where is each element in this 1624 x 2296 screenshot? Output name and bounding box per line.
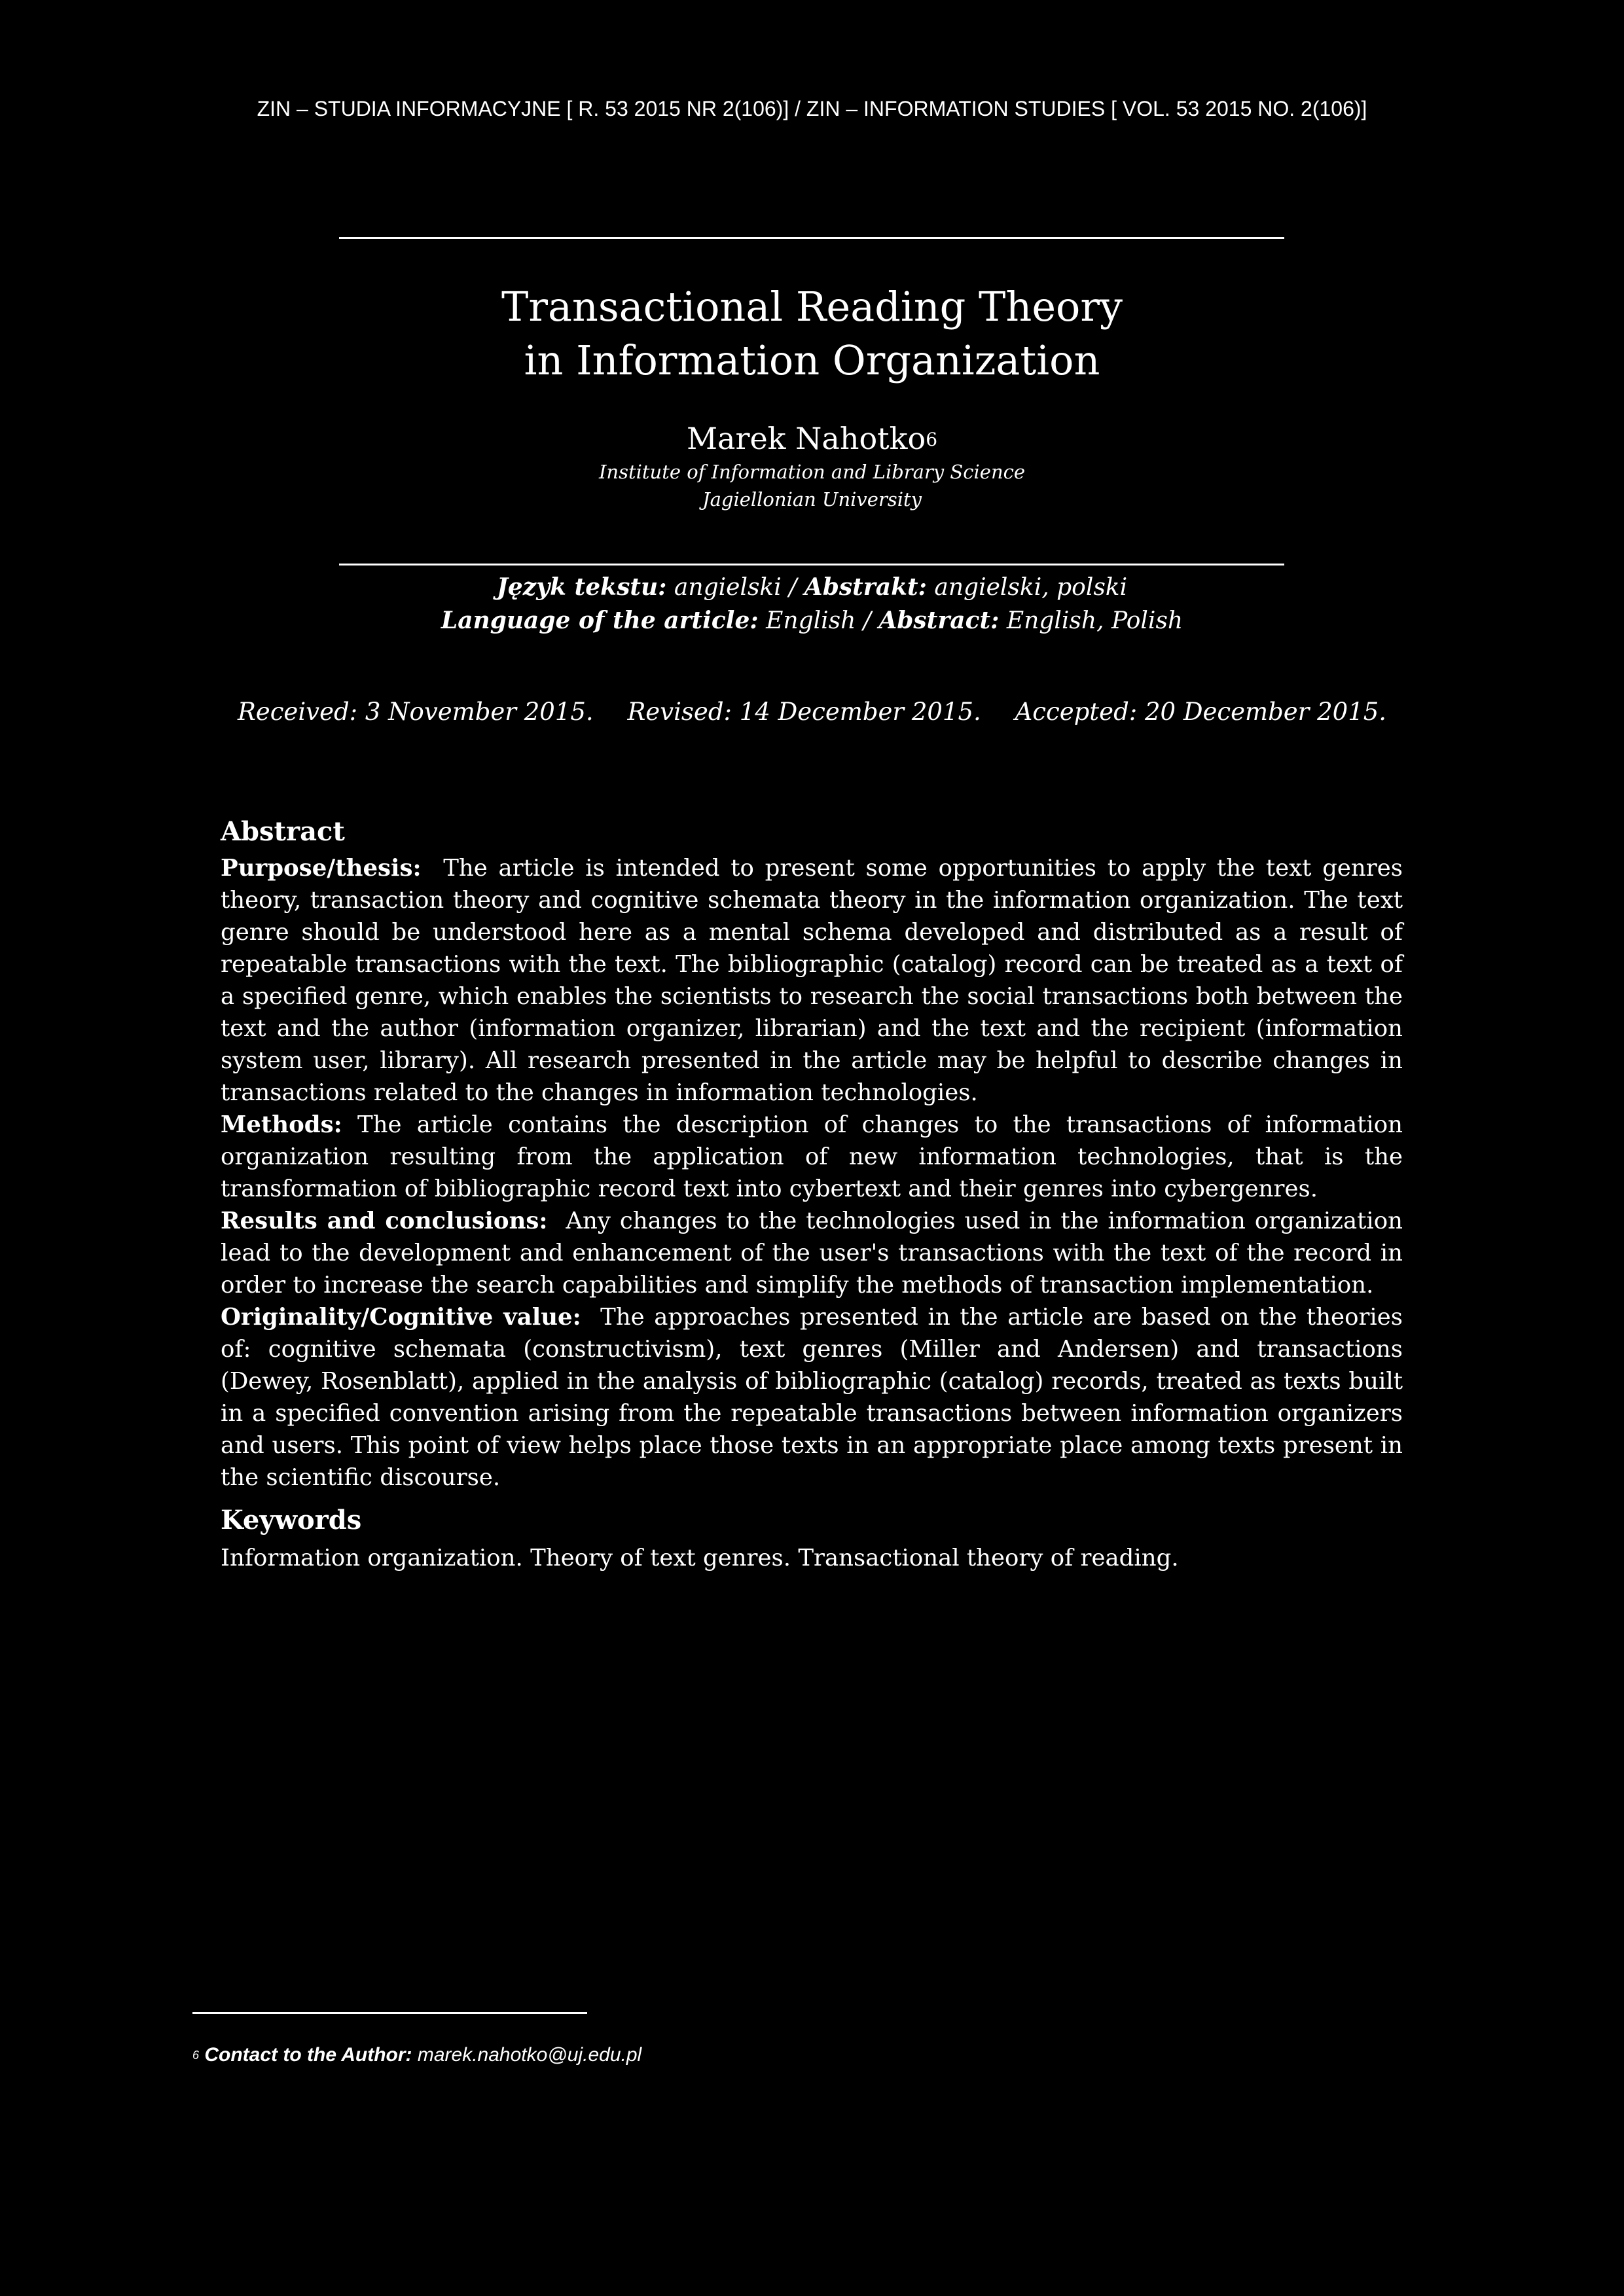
language-english <box>0 604 1624 637</box>
abstract-heading: Abstract <box>221 816 345 847</box>
author-name-text: Marek Nahotko <box>686 421 926 456</box>
affiliation-university: Jagiellonian University <box>702 488 922 511</box>
footnote-rule <box>192 2012 587 2014</box>
footnote-label: Contact to the Author: <box>204 2044 412 2066</box>
keywords-heading: Keywords <box>221 1505 362 1535</box>
results-label: Results and conclusions: <box>221 1208 548 1234</box>
article-title <box>0 280 1624 387</box>
date-revised: Revised: 14 December 2015. <box>627 698 981 726</box>
purpose-label: Purpose/thesis: <box>221 855 422 882</box>
originality-text: The approaches presented in the article are based on the theories of: cognitive schemata (constructivism), text genres (Miller and Andersen) and transactions (Dewey, Rosenblatt), applied in the analysis of bibliographic (catalog) records, treated as texts built in a specified convention arising from the repeatable transactions between information organizers and users. This point of view helps place those texts in an appropriate place among texts present in the scientific discourse. <box>221 1304 1403 1491</box>
bottom-rule <box>339 564 1284 565</box>
en-abstract-value: English, Polish <box>999 607 1183 634</box>
methods-text: The article contains the description of changes to the transactions of information organization resulting from the application of new information technologies, that is the transformation of bibliographic record text into cybertext and their genres into cybergenres. <box>221 1111 1403 1202</box>
abstract-originality <box>221 1301 1403 1494</box>
pl-text-label: Język tekstu: <box>496 573 667 601</box>
abstract-section <box>221 814 1403 1574</box>
author-footnote-mark: 6 <box>926 429 938 450</box>
en-text-value: English / <box>758 607 879 634</box>
top-rule <box>339 237 1284 239</box>
footnote-mark: 6 <box>192 2049 200 2062</box>
pl-text-value: angielski / <box>666 574 804 601</box>
footnote <box>192 2042 641 2068</box>
purpose-text: The article is intended to present some opportunities to apply the text genres theory, transaction theory and cognitive schemata theory in the information organization. The text genre should be understood here as a mental schema developed and distributed as a result of repeatable transactions with the text. The bibliographic (catalog) record can be treated as a text of a specified genre, which enables the scientists to research the social transactions both between the text and the author (information organizer, librarian) and the text and the recipient (information system user, library). All research presented in the article may be helpful to describe changes in transactions related to the changes in information technologies. <box>221 855 1403 1106</box>
en-abstract-label: Abstract: <box>878 607 1000 634</box>
pl-abstract-value: angielski, polski <box>926 574 1128 601</box>
running-header: ZIN – STUDIA INFORMACYJNE [ R. 53 2015 NR 2(106)] / ZIN – INFORMATION STUDIES [ VOL. 53 2015 NO. 2(106)] <box>257 97 1367 120</box>
publication-dates <box>0 695 1624 729</box>
author-name <box>0 419 1624 458</box>
title-line-1: Transactional Reading Theory <box>501 283 1123 331</box>
originality-label: Originality/Cognitive value: <box>221 1304 581 1331</box>
en-text-label: Language of the article: <box>441 607 759 634</box>
author-block <box>0 419 1624 513</box>
methods-label: Methods: <box>221 1111 342 1138</box>
language-info <box>0 571 1624 637</box>
date-accepted: Accepted: 20 December 2015. <box>1015 698 1387 726</box>
language-polish <box>0 571 1624 604</box>
author-email: marek.nahotko@uj.edu.pl <box>417 2044 642 2066</box>
title-line-2: in Information Organization <box>524 336 1100 384</box>
affiliation-institute: Institute of Information and Library Science <box>598 461 1026 483</box>
abstract-purpose <box>221 852 1403 1109</box>
abstract-results <box>221 1205 1403 1301</box>
date-received: Received: 3 November 2015. <box>237 698 594 726</box>
pl-abstract-label: Abstrakt: <box>804 573 927 601</box>
results-text: Any changes to the technologies used in the information organization lead to the development and enhancement of the user's transactions with the text of the record in order to increase the search capabilities and simplify the methods of transaction implementation. <box>221 1208 1403 1299</box>
abstract-methods <box>221 1109 1403 1205</box>
keywords-text: Information organization. Theory of text genres. Transactional theory of reading. <box>221 1545 1179 1571</box>
